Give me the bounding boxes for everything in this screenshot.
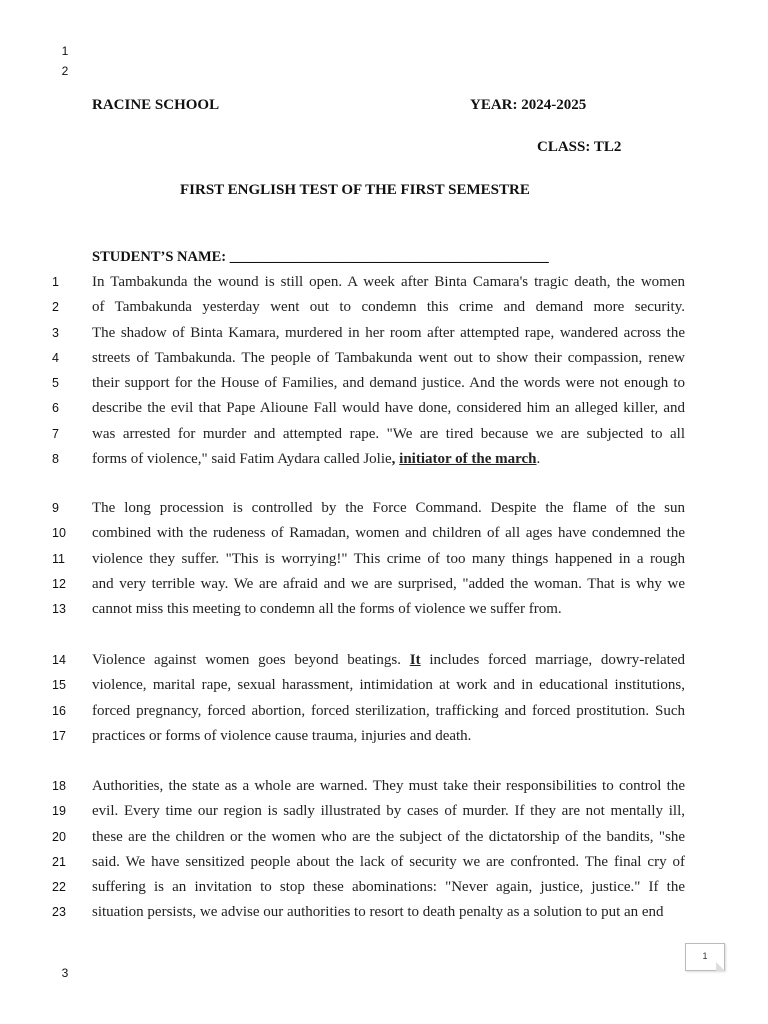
- text-line: [52, 825, 685, 850]
- paragraph-1: [52, 270, 685, 472]
- line-text: and very terrible way. We are afraid and we are surprised, "added the woman. That is why we: [92, 575, 685, 592]
- text-line: [52, 270, 685, 295]
- line-number: 2: [52, 300, 59, 315]
- top-gutter-number-1: 1: [61, 44, 69, 58]
- line-text: suffering is an invitation to stop these abominations: "Never again, justice, justice." If the: [92, 879, 685, 896]
- text-line: [52, 900, 685, 925]
- text-line: [52, 572, 685, 597]
- line-text: In Tambakunda the wound is still open. A week after Binta Camara's tragic death, the women: [92, 274, 685, 290]
- line-text: situation persists, we advise our authorities to resort to death penalty as a solution to put an end: [92, 904, 664, 921]
- class-label: CLASS: TL2: [537, 139, 622, 155]
- line-number: 4: [52, 350, 59, 365]
- text-line: [52, 496, 685, 521]
- line-number: 11: [52, 551, 65, 566]
- page-number: 1: [702, 951, 708, 961]
- line-text: evil. Every time our region is sadly illustrated by cases of murder. If they are not mentally ill,: [92, 803, 685, 820]
- line-number: 19: [52, 804, 66, 819]
- line-number: 14: [52, 653, 66, 667]
- text-line: [52, 422, 685, 447]
- line-text: violence they suffer. "This is worrying!" This crime of too many things happened in a rough: [92, 550, 685, 567]
- line-number: 1: [52, 275, 59, 289]
- underlined-text: initiator of the march: [399, 451, 537, 468]
- line-number: 13: [52, 602, 66, 617]
- paragraph-2: [52, 496, 685, 622]
- line-number: 6: [52, 401, 59, 416]
- paragraph-3: [52, 648, 686, 749]
- line-number: 8: [52, 452, 59, 467]
- line-text: forced pregnancy, forced abortion, forced sterilization, trafficking and forced prostitution. Such: [92, 702, 685, 719]
- line-number: 12: [52, 576, 66, 591]
- line-number: 23: [52, 905, 66, 920]
- school-year: YEAR: 2024-2025: [470, 97, 587, 113]
- underlined-text: It: [409, 652, 421, 668]
- line-number: 10: [52, 526, 66, 541]
- page-curl-icon: [716, 962, 725, 971]
- line-text: includes forced marriage, dowry-related: [420, 652, 686, 668]
- line-text: Violence against women goes beyond beatings.: [92, 652, 410, 668]
- text-line: [52, 799, 685, 824]
- school-name: RACINE SCHOOL: [92, 97, 220, 113]
- top-gutter-number-2: 2: [61, 64, 69, 78]
- text-line: [52, 850, 685, 875]
- text-line: [52, 673, 685, 698]
- text-line: [52, 648, 686, 673]
- test-title: FIRST ENGLISH TEST OF THE FIRST SEMESTRE: [180, 182, 530, 198]
- line-number: 17: [52, 728, 66, 743]
- text-line: [52, 447, 685, 472]
- line-text: practices or forms of violence cause trauma, injuries and death.: [92, 727, 472, 744]
- line-text: of Tambakunda yesterday went out to condemn this crime and demand more security.: [92, 299, 685, 316]
- line-number: 21: [52, 854, 66, 869]
- text-line: [52, 371, 685, 396]
- line-text: violence, marital rape, sexual harassment, intimidation at work and in educational institutions,: [92, 677, 685, 694]
- line-text: forms of violence," said Fatim Aydara called Jolie: [92, 451, 392, 468]
- line-text: .: [536, 451, 541, 468]
- line-text: describe the evil that Pape Alioune Fall would have done, considered him an alleged killer, and: [92, 400, 685, 417]
- paragraph-4: [52, 774, 685, 926]
- page-number-badge: [685, 943, 725, 971]
- line-number: 7: [52, 426, 59, 441]
- text-line: [52, 597, 685, 622]
- line-text: streets of Tambakunda. The people of Tambakunda went out to show their compassion, renew: [92, 349, 685, 366]
- text-line: [52, 699, 685, 724]
- text-line: [52, 774, 685, 799]
- line-text: was arrested for murder and attempted rape. "We are tired because we are subjected to all: [92, 425, 685, 442]
- text-line: [52, 875, 685, 900]
- line-number: 9: [52, 501, 59, 515]
- line-text: cannot miss this meeting to condemn all the forms of violence we suffer from.: [92, 601, 562, 618]
- line-text: their support for the House of Families, and demand justice. And the words were not enough to: [92, 375, 685, 392]
- text-line: [52, 295, 685, 320]
- text-line: [52, 547, 685, 572]
- line-text: The long procession is controlled by the Force Command. Despite the flame of the sun: [92, 500, 685, 516]
- line-number: 18: [52, 779, 66, 793]
- text-line: [52, 321, 685, 346]
- line-text: these are the children or the women who are the subject of the dictatorship of the bandits, "she: [92, 828, 685, 845]
- line-number: 3: [52, 325, 59, 340]
- line-number: 22: [52, 880, 66, 895]
- text-line: [52, 396, 685, 421]
- text-line: [52, 521, 685, 546]
- text-line: [52, 724, 685, 749]
- line-number: 5: [52, 376, 59, 391]
- bold-separator: ,: [391, 451, 400, 468]
- line-number: 15: [52, 678, 66, 693]
- line-text: said. We have sensitized people about the lack of security we are confronted. The final cry of: [92, 853, 685, 870]
- bottom-gutter-number: 3: [61, 966, 69, 980]
- line-text: combined with the rudeness of Ramadan, women and children of all ages have condemned the: [92, 525, 685, 542]
- line-text: Authorities, the state as a whole are warned. They must take their responsibilities to control the: [92, 778, 685, 794]
- line-text: The shadow of Binta Kamara, murdered in her room after attempted rape, wandered across the: [92, 324, 685, 341]
- text-line: [52, 346, 685, 371]
- line-number: 16: [52, 703, 66, 718]
- student-name-label: STUDENT’S NAME: ____________________________________________: [92, 249, 549, 265]
- line-number: 20: [52, 829, 66, 844]
